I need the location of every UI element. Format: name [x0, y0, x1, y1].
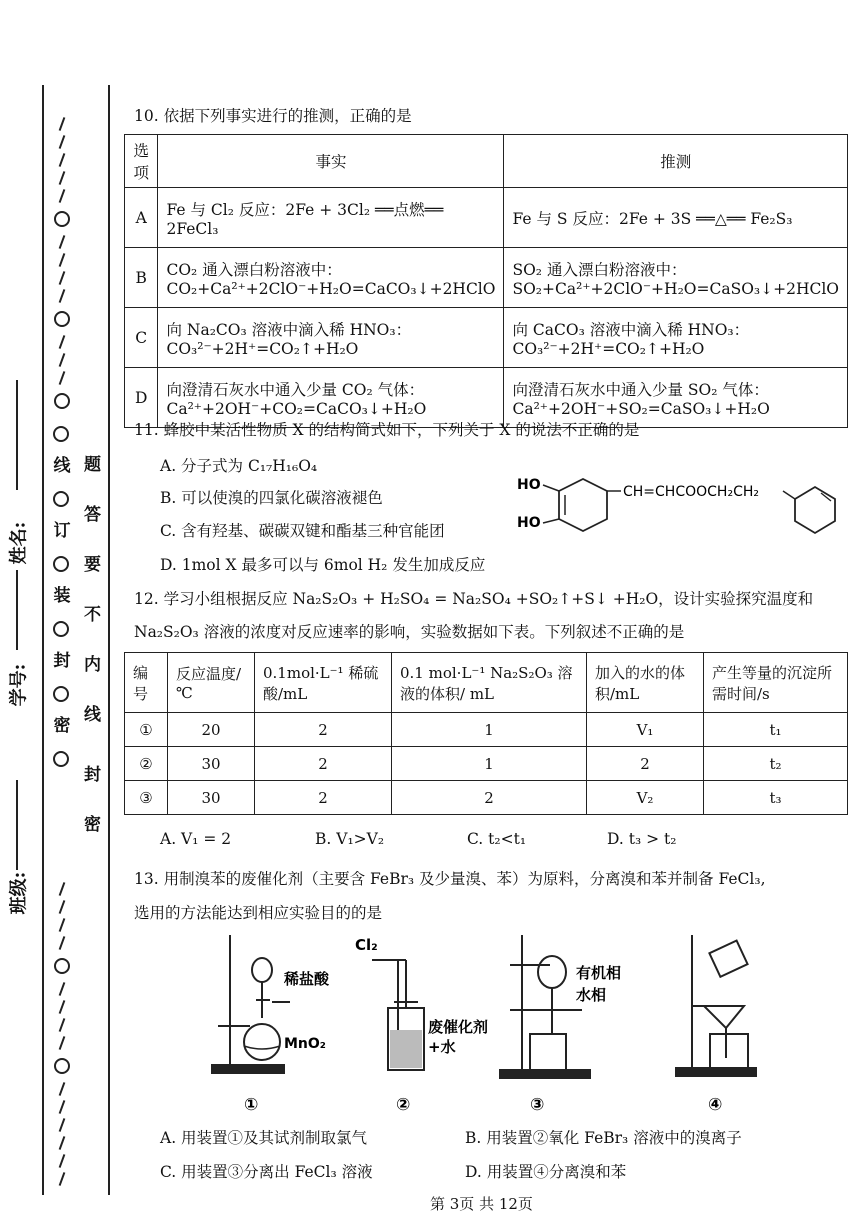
- q11-option-a: A. 分子式为 C₁₇H₁₆O₄: [160, 457, 318, 475]
- apparatus-3: [500, 935, 590, 1078]
- apparatus-2: [372, 960, 424, 1070]
- margin-class-field: 班级:: [0, 740, 34, 940]
- label-water: +水: [428, 1038, 456, 1056]
- margin-name-field: 姓名:: [0, 380, 34, 680]
- q12-cell: 2: [255, 747, 392, 781]
- q13-option-d: D. 用装置④分离溴和苯: [465, 1163, 627, 1181]
- q11-structure-diagram: [515, 465, 845, 545]
- q12-cell: 2: [587, 747, 704, 781]
- q12-cell: 2: [255, 781, 392, 815]
- q10-row-c-fact: 向 Na₂CO₃ 溶液中滴入稀 HNO₃： CO₃²⁻+2H⁺=CO₂↑+H₂O: [158, 308, 504, 368]
- benzene-ring-left: [559, 479, 607, 531]
- q12-stem-line2: Na₂S₂O₃ 溶液的浓度对反应速率的影响，实验数据如下表。下列叙述不正确的是: [134, 623, 685, 641]
- q12-option-a: A. V₁ = 2: [160, 830, 232, 848]
- q12-stem-line1: 12. 学习小组根据反应 Na₂S₂O₃ + H₂SO₄ = Na₂SO₄ +SO₂↑+S↓ +H₂O，设计实验探究温度和: [134, 590, 814, 608]
- side-chain-label: CH=CHCOOCH₂CH₂: [623, 484, 759, 500]
- page-footer: 第 3页 共 12页: [430, 1195, 533, 1213]
- margin-line-right: [108, 85, 110, 1195]
- q12-header-time: 产生等量的沉淀所需时间/s: [704, 653, 848, 713]
- q10-row-c-option: C: [125, 308, 158, 368]
- number-2: ②: [396, 1095, 411, 1115]
- q10-row-a-guess: Fe 与 S 反应：2Fe + 3S ══△══ Fe₂S₃: [504, 188, 848, 248]
- q10-row-b-guess: SO₂ 通入漂白粉溶液中： SO₂+Ca²⁺+2ClO⁻+H₂O=CaSO₃↓+2HClO: [504, 248, 848, 308]
- q10-row-d-guess: 向澄清石灰水中通入少量 SO₂ 气体： Ca²⁺+2OH⁻+SO₂=CaSO₃↓+H₂O: [504, 368, 848, 428]
- q12-option-c: C. t₂<t₁: [467, 830, 527, 848]
- q10-table: [124, 134, 848, 428]
- q13-stem-line1: 13. 用制溴苯的废催化剂（主要含 FeBr₃ 及少量溴、苯）为原料，分离溴和苯并制备 FeCl₃,: [134, 870, 766, 888]
- q12-table: [124, 652, 848, 815]
- q11-option-c: C. 含有羟基、碳碳双键和酯基三种官能团: [160, 522, 445, 540]
- q12-cell: t₃: [704, 781, 848, 815]
- hydroxyl-label-1: HO: [517, 477, 541, 493]
- q10-header-fact: 事实: [158, 135, 504, 188]
- q10-row-c-guess: 向 CaCO₃ 溶液中滴入稀 HNO₃： CO₃²⁻+2H⁺=CO₂↑+H₂O: [504, 308, 848, 368]
- hydroxyl-label-2: HO: [517, 515, 541, 531]
- number-1: ①: [244, 1095, 259, 1115]
- q10-row-b-fact: CO₂ 通入漂白粉溶液中： CO₂+Ca²⁺+2ClO⁻+H₂O=CaCO₃↓+2HClO: [158, 248, 504, 308]
- apparatus-1: [212, 935, 290, 1073]
- q12-cell: 2: [392, 781, 587, 815]
- q12-header-no: 编号: [125, 653, 168, 713]
- benzene-ring-right: [795, 487, 835, 533]
- label-catalyst: 废催化剂: [428, 1018, 489, 1036]
- q12-cell: ①: [125, 713, 168, 747]
- q10-row-d-fact: 向澄清石灰水中通入少量 CO₂ 气体： Ca²⁺+2OH⁻+CO₂=CaCO₃↓+H₂O: [158, 368, 504, 428]
- q12-header-acid: 0.1mol·L⁻¹ 稀硫酸/mL: [255, 653, 392, 713]
- apparatus-4: [676, 935, 756, 1076]
- q10-header-guess: 推测: [504, 135, 848, 188]
- q10-row-a-fact: Fe 与 Cl₂ 反应：2Fe + 3Cl₂ ══点燃══ 2FeCl₃: [158, 188, 504, 248]
- margin-dash-column-lower: [52, 880, 72, 1188]
- q12-cell: t₁: [704, 713, 848, 747]
- label-mno2: MnO₂: [284, 1036, 326, 1052]
- q12-cell: ③: [125, 781, 168, 815]
- margin-seal-marks: 线 订 装 封 密: [50, 420, 74, 773]
- q11-option-b: B. 可以使溴的四氯化碳溶液褪色: [160, 489, 383, 507]
- label-organic: 有机相: [576, 964, 622, 982]
- q12-cell: V₂: [587, 781, 704, 815]
- q12-cell: 2: [255, 713, 392, 747]
- q12-cell: 30: [168, 781, 255, 815]
- q12-cell: ②: [125, 747, 168, 781]
- margin-dash-column: [52, 115, 72, 415]
- q12-cell: t₂: [704, 747, 848, 781]
- q12-cell: V₁: [587, 713, 704, 747]
- q13-stem-line2: 选用的方法能达到相应实验目的的是: [134, 904, 383, 922]
- q10-row-b-option: B: [125, 248, 158, 308]
- q12-cell: 1: [392, 713, 587, 747]
- q12-header-water: 加入的水的体积/mL: [587, 653, 704, 713]
- q12-header-temp: 反应温度/℃: [168, 653, 255, 713]
- q12-option-d: D. t₃ > t₂: [607, 830, 677, 848]
- q10-row-d-option: D: [125, 368, 158, 428]
- margin-line-left: [42, 85, 44, 1195]
- q10-row-a-option: A: [125, 188, 158, 248]
- margin-id-field: 学号:: [0, 560, 34, 760]
- q11-stem: 11. 蜂胶中某活性物质 X 的结构简式如下，下列关于 X 的说法不正确的是: [134, 421, 640, 439]
- label-cl2: Cl₂: [355, 936, 378, 954]
- q12-option-b: B. V₁>V₂: [315, 830, 385, 848]
- q12-cell: 20: [168, 713, 255, 747]
- label-hcl: 稀盐酸: [284, 970, 330, 988]
- q10-stem: 10. 依据下列事实进行的推测，正确的是: [134, 107, 412, 125]
- label-aqueous: 水相: [576, 986, 607, 1004]
- q13-option-b: B. 用装置②氧化 FeBr₃ 溶液中的溴离子: [465, 1129, 742, 1147]
- q10-header-option: 选项: [125, 135, 158, 188]
- q13-apparatus-diagram: [200, 930, 780, 1115]
- q12-cell: 1: [392, 747, 587, 781]
- q12-header-thio: 0.1 mol·L⁻¹ Na₂S₂O₃ 溶液的体积/ mL: [392, 653, 587, 713]
- q12-cell: 30: [168, 747, 255, 781]
- q11-option-d: D. 1mol X 最多可以与 6mol H₂ 发生加成反应: [160, 556, 486, 574]
- q13-option-c: C. 用装置③分离出 FeCl₃ 溶液: [160, 1163, 373, 1181]
- number-4: ④: [708, 1095, 723, 1115]
- q13-option-a: A. 用装置①及其试剂制取氯气: [160, 1129, 368, 1147]
- number-3: ③: [530, 1095, 545, 1115]
